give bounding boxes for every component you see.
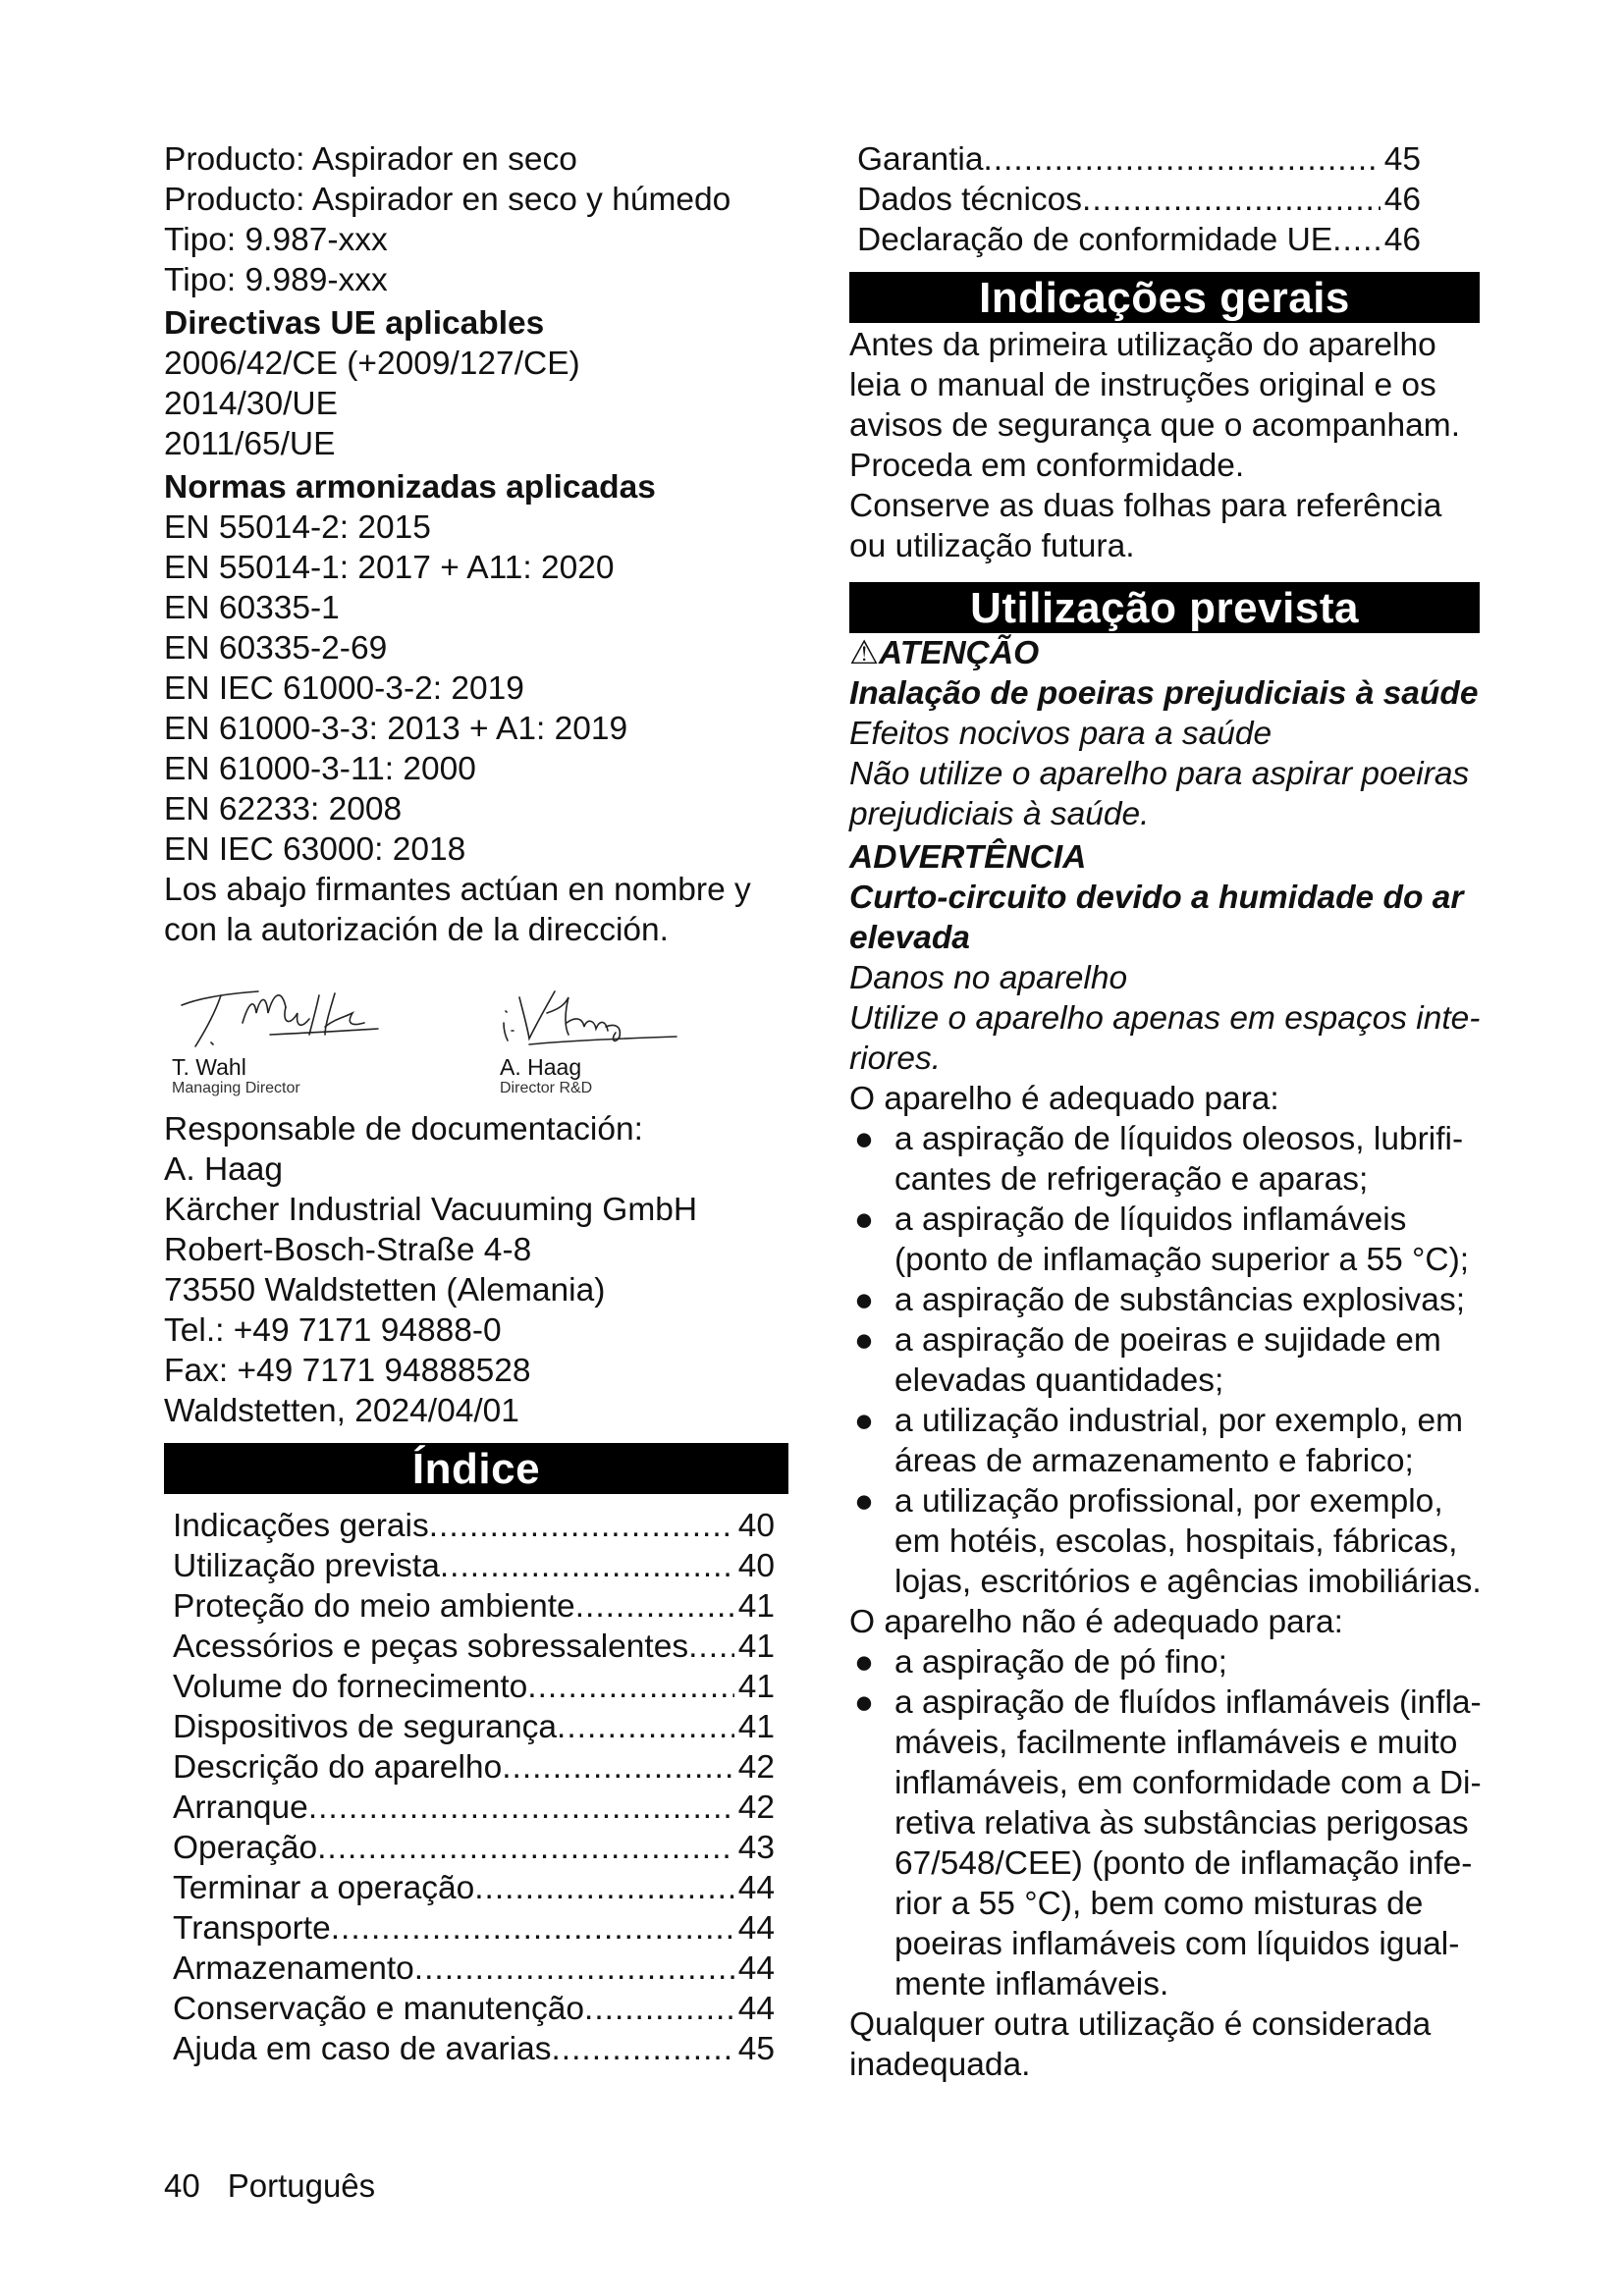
table-of-contents (164, 1506, 775, 2069)
general-line: leia o manual de instruções original e os (849, 367, 1436, 403)
bullet-icon: ● (853, 1201, 875, 1238)
warning-label: ADVERTÊNCIA (849, 839, 1087, 876)
toc-leader (317, 1828, 734, 1868)
toc-label: Transporte (173, 1910, 331, 1947)
list-item-line: mente inflamáveis. (894, 1966, 1169, 2002)
contact-line: Kärcher Industrial Vacuuming GmbH (164, 1192, 698, 1228)
toc-entry[interactable] (173, 1788, 775, 1828)
product-info (164, 139, 788, 300)
closing-text: inadequada. (849, 2047, 1031, 2083)
list-item (849, 1682, 1480, 2004)
page-footer (164, 2166, 375, 2206)
toc-leader (984, 139, 1380, 180)
toc-entry[interactable] (173, 1627, 775, 1667)
list-item-line: a utilização profissional, por exemplo, (894, 1483, 1443, 1520)
general-line: Conserve as duas folhas para referência (849, 488, 1442, 524)
standard-item: EN IEC 61000-3-2: 2019 (164, 670, 524, 707)
standard-item: EN 55014-2: 2015 (164, 509, 431, 546)
signature-title: Director R&D (500, 1080, 593, 1096)
toc-label: Volume do fornecimento (173, 1669, 528, 1705)
list-item-line: a aspiração de líquidos oleosos, lubrifi- (894, 1121, 1464, 1157)
signature-wahl (172, 984, 427, 1097)
toc-entry[interactable] (173, 1546, 775, 1586)
attention-label: ATENÇÃO (879, 635, 1040, 671)
standard-item: EN 62233: 2008 (164, 791, 403, 828)
standard-item: EN IEC 63000: 2018 (164, 831, 466, 868)
contact-line: A. Haag (164, 1151, 284, 1188)
list-item (849, 1119, 1480, 1200)
toc-leader (474, 1868, 733, 1908)
toc-leader (551, 2029, 733, 2069)
bullet-icon: ● (853, 1282, 875, 1318)
toc-label: Utilização prevista (173, 1548, 440, 1584)
toc-label: Descrição do aparelho (173, 1749, 503, 1786)
signature-name: A. Haag (500, 1054, 582, 1080)
list-item-line: a aspiração de fluídos inflamáveis (infla- (894, 1684, 1482, 1721)
unsuitable-list (849, 1642, 1480, 2004)
toc-label: Proteção do meio ambiente (173, 1588, 575, 1625)
toc-page: 41 (737, 1709, 775, 1745)
attention-label-line (849, 633, 1480, 673)
warning-text: Utilize o aparelho apenas em espaços inte- (849, 1000, 1481, 1037)
toc-page: 41 (737, 1629, 775, 1665)
toc-leader (557, 1707, 734, 1747)
toc-leader (440, 1546, 734, 1586)
toc-page: 45 (737, 2031, 775, 2067)
contact-line: 73550 Waldstetten (Alemania) (164, 1272, 606, 1308)
toc-entry[interactable] (173, 1828, 775, 1868)
toc-leader (527, 1667, 733, 1707)
signature-title: Managing Director (172, 1080, 300, 1096)
handwritten-signature-wahl (172, 984, 427, 1052)
toc-label: Dispositivos de segurança (173, 1709, 558, 1745)
toc-page: 46 (1383, 182, 1421, 218)
directives-list (164, 344, 788, 464)
list-item-line: em hotéis, escolas, hospitais, fábricas, (894, 1523, 1458, 1560)
attention-title: Inalação de poeiras prejudiciais à saúde (849, 675, 1479, 712)
toc-page: 44 (737, 1991, 775, 2027)
standards-heading: Normas armonizadas aplicadas (164, 469, 656, 506)
list-item-line: lojas, escritórios e agências imobiliárias. (894, 1564, 1482, 1600)
warning-text: riores. (849, 1041, 942, 1077)
list-item-line: cantes de refrigeração e aparas; (894, 1161, 1369, 1198)
general-text (849, 325, 1480, 566)
bullet-icon: ● (853, 1403, 875, 1439)
standard-item: EN 61000-3-3: 2013 + A1: 2019 (164, 711, 628, 747)
list-item (849, 1280, 1480, 1320)
contact-line: Waldstetten, 2024/04/01 (164, 1393, 519, 1429)
toc-page: 43 (737, 1830, 775, 1866)
toc-page: 42 (737, 1749, 775, 1786)
list-item-line: (ponto de inflamação superior a 55 °C); (894, 1242, 1470, 1278)
toc-page: 40 (737, 1548, 775, 1584)
list-item-line: rior a 55 °C), bem como misturas de (894, 1886, 1424, 1922)
toc-leader (584, 1989, 734, 2029)
toc-entry[interactable] (857, 220, 1421, 260)
warning-text: Danos no aparelho (849, 960, 1128, 996)
toc-label: Indicações gerais (173, 1508, 429, 1544)
toc-entry[interactable] (173, 1747, 775, 1788)
toc-leader (308, 1788, 734, 1828)
toc-entry[interactable] (173, 1908, 775, 1949)
toc-label: Ajuda em caso de avarias (173, 2031, 552, 2067)
product-line: Producto: Aspirador en seco (164, 141, 577, 178)
signatories-text (164, 870, 788, 950)
contact-line: Responsable de documentación: (164, 1111, 643, 1148)
toc-label: Declaração de conformidade UE (857, 222, 1333, 258)
toc-page: 44 (737, 1950, 775, 1987)
list-item-line: a aspiração de líquidos inflamáveis (894, 1201, 1407, 1238)
toc-leader (502, 1747, 734, 1788)
contact-line: Robert-Bosch-Straße 4-8 (164, 1232, 532, 1268)
toc-entry[interactable] (173, 1707, 775, 1747)
toc-page: 45 (1383, 141, 1421, 178)
product-line: Producto: Aspirador en seco y húmedo (164, 182, 731, 218)
bullet-icon: ● (853, 1322, 875, 1359)
toc-page: 44 (737, 1910, 775, 1947)
bullet-icon: ● (853, 1121, 875, 1157)
warning-title: Curto-circuito devido a humidade do ar (849, 880, 1464, 916)
toc-entry[interactable] (173, 1586, 775, 1627)
toc-entry[interactable] (857, 180, 1421, 220)
general-line: avisos de segurança que o acompanham. (849, 407, 1461, 444)
signature-haag (500, 984, 755, 1097)
toc-entry[interactable] (173, 1949, 775, 1989)
toc-leader (688, 1627, 734, 1667)
contact-line: Fax: +49 7171 94888528 (164, 1353, 531, 1389)
toc-page: 44 (737, 1870, 775, 1906)
intended-use-heading: Utilização prevista (849, 582, 1480, 633)
standard-item: EN 60335-2-69 (164, 630, 388, 667)
directive-item: 2006/42/CE (+2009/127/CE) (164, 346, 580, 382)
toc-label: Operação (173, 1830, 318, 1866)
contact-line: Tel.: +49 7171 94888-0 (164, 1312, 502, 1349)
general-line: Proceda em conformidade. (849, 448, 1245, 484)
closing-text: Qualquer outra utilização é considerada (849, 2006, 1432, 2043)
toc-label: Arranque (173, 1789, 308, 1826)
list-item-line: áreas de armazenamento e fabrico; (894, 1443, 1414, 1479)
product-line: Tipo: 9.987-xxx (164, 222, 388, 258)
list-item-line: retiva relativa às substâncias perigosas (894, 1805, 1469, 1842)
list-item-line: elevadas quantidades; (894, 1362, 1224, 1399)
toc-page: 46 (1383, 222, 1421, 258)
footer-language: Português (227, 2167, 376, 2204)
general-line: ou utilização futura. (849, 528, 1135, 564)
index-heading: Índice (164, 1443, 788, 1494)
general-line: Antes da primeira utilização do aparelho (849, 327, 1436, 363)
general-heading: Indicações gerais (849, 272, 1480, 323)
standards-list (164, 507, 788, 870)
toc-leader (414, 1949, 734, 1989)
handwritten-signature-haag (500, 984, 696, 1052)
toc-leader (1332, 220, 1380, 260)
signatures (164, 984, 788, 1097)
attention-text: prejudiciais à saúde. (849, 796, 1150, 832)
warning-title: elevada (849, 920, 970, 956)
product-line: Tipo: 9.989-xxx (164, 262, 388, 298)
toc-entry[interactable] (857, 139, 1421, 180)
toc-page: 41 (737, 1588, 775, 1625)
right-column (849, 139, 1480, 2085)
toc-leader (429, 1506, 734, 1546)
list-item (849, 1320, 1480, 1401)
suitable-intro: O aparelho é adequado para: (849, 1081, 1279, 1117)
attention-text: Efeitos nocivos para a saúde (849, 716, 1272, 752)
bullet-icon: ● (853, 1684, 875, 1721)
contact-block (164, 1109, 788, 1431)
list-item-line: a utilização industrial, por exemplo, em (894, 1403, 1464, 1439)
toc-page: 42 (737, 1789, 775, 1826)
suitable-list (849, 1119, 1480, 1602)
list-item (849, 1200, 1480, 1280)
directives-heading: Directivas UE aplicables (164, 305, 545, 342)
toc-entry[interactable] (173, 1667, 775, 1707)
list-item-line: máveis, facilmente inflamáveis e muito (894, 1725, 1458, 1761)
warning-triangle-icon: ⚠ (849, 635, 880, 671)
list-item (849, 1642, 1480, 1682)
page-number: 40 (164, 2167, 200, 2204)
list-item-line: a aspiração de poeiras e sujidade em (894, 1322, 1441, 1359)
bullet-icon: ● (853, 1483, 875, 1520)
toc-label: Conservação e manutenção (173, 1991, 585, 2027)
toc-leader (331, 1908, 734, 1949)
toc-label: Terminar a operação (173, 1870, 475, 1906)
left-column (164, 139, 788, 2069)
list-item-line: a aspiração de pó fino; (894, 1644, 1227, 1681)
toc-label: Garantia (857, 141, 984, 178)
toc-leader (575, 1586, 734, 1627)
signature-name: T. Wahl (172, 1054, 246, 1080)
standard-item: EN 61000-3-11: 2000 (164, 751, 476, 787)
toc-entry[interactable] (173, 2029, 775, 2069)
signatories-line: con la autorización de la dirección. (164, 912, 669, 948)
toc-leader (1082, 180, 1380, 220)
standard-item: EN 55014-1: 2017 + A11: 2020 (164, 550, 615, 586)
unsuitable-intro: O aparelho não é adequado para: (849, 1604, 1343, 1640)
list-item (849, 1481, 1480, 1602)
toc-label: Acessórios e peças sobressalentes (173, 1629, 689, 1665)
list-item-line: 67/548/CEE) (ponto de inflamação infe- (894, 1845, 1473, 1882)
bullet-icon: ● (853, 1644, 875, 1681)
directive-item: 2011/65/UE (164, 426, 336, 462)
toc-page: 41 (737, 1669, 775, 1705)
table-of-contents-continued (849, 139, 1421, 260)
list-item-line: a aspiração de substâncias explosivas; (894, 1282, 1465, 1318)
directive-item: 2014/30/UE (164, 386, 338, 422)
list-item (849, 1401, 1480, 1481)
signatories-line: Los abajo firmantes actúan en nombre y (164, 872, 751, 908)
attention-text: Não utilize o aparelho para aspirar poeiras (849, 756, 1470, 792)
list-item-line: poeiras inflamáveis com líquidos igual- (894, 1926, 1460, 1962)
toc-entry[interactable] (173, 1506, 775, 1546)
list-item-line: inflamáveis, em conformidade com a Di- (894, 1765, 1482, 1801)
standard-item: EN 60335-1 (164, 590, 340, 626)
toc-entry[interactable] (173, 1989, 775, 2029)
toc-entry[interactable] (173, 1868, 775, 1908)
toc-label: Armazenamento (173, 1950, 414, 1987)
toc-page: 40 (737, 1508, 775, 1544)
toc-label: Dados técnicos (857, 182, 1083, 218)
